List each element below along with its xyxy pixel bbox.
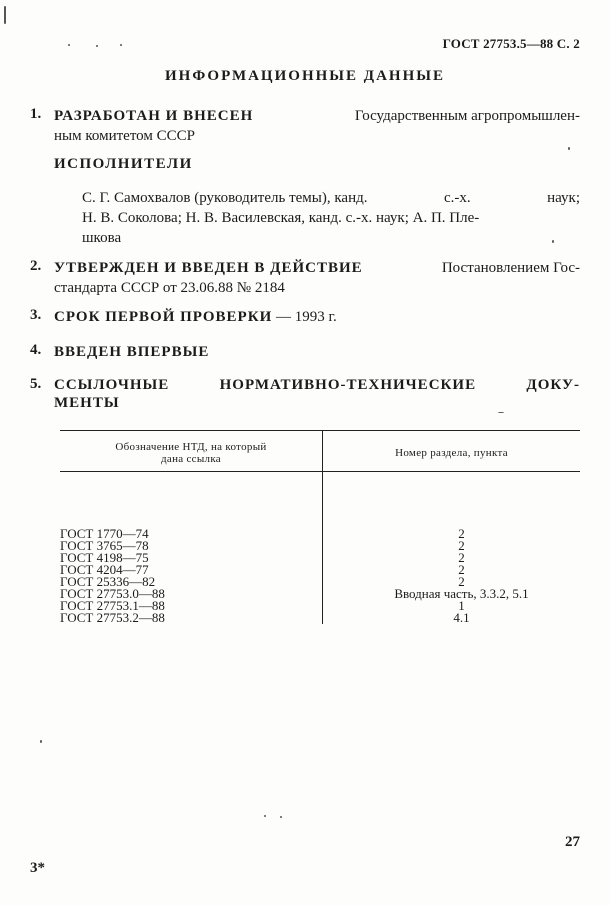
executors-line3: шкова bbox=[82, 230, 122, 246]
table-header-right: Номер раздела, пункта bbox=[322, 431, 580, 471]
executors-line1-a: С. Г. Самохвалов (руководитель темы), канд. bbox=[82, 190, 368, 206]
executors-line1 bbox=[82, 188, 580, 208]
executors-line1-c: наук; bbox=[547, 190, 580, 206]
scan-speck bbox=[498, 412, 504, 413]
table-cell-doc: ГОСТ 3765—78 bbox=[60, 538, 149, 553]
table-cell-doc: ГОСТ 27753.2—88 bbox=[60, 610, 165, 625]
section-5-line2: МЕНТЫ bbox=[54, 395, 120, 411]
section-5-word3: ДОКУ- bbox=[526, 377, 580, 393]
table-body bbox=[60, 472, 580, 624]
executors-heading: ИСПОЛНИТЕЛИ bbox=[54, 156, 193, 172]
section-1 bbox=[54, 106, 580, 146]
scan-speck bbox=[552, 240, 554, 243]
section-1-line1 bbox=[54, 106, 580, 126]
section-3-caps: СРОК ПЕРВОЙ ПРОВЕРКИ bbox=[54, 309, 273, 325]
executors-line1-b: с.-х. bbox=[443, 190, 471, 206]
signature-mark: 3* bbox=[30, 860, 45, 876]
table-cell-doc: ГОСТ 27753.1—88 bbox=[60, 598, 165, 613]
section-5-word1: ССЫЛОЧНЫЕ bbox=[54, 377, 170, 393]
scan-speck bbox=[264, 815, 266, 817]
section-2 bbox=[54, 258, 580, 298]
table-cell-doc: ГОСТ 25336—82 bbox=[60, 574, 156, 589]
table-cell-doc: ГОСТ 4204—77 bbox=[60, 562, 149, 577]
page-title: ИНФОРМАЦИОННЫЕ ДАННЫЕ bbox=[165, 68, 445, 84]
page-number: 27 bbox=[565, 834, 580, 850]
section-4-number: 4. bbox=[30, 342, 42, 358]
scan-speck bbox=[280, 816, 282, 818]
table-cell-ref: 2 bbox=[458, 526, 465, 541]
table-cell-doc: ГОСТ 27753.0—88 bbox=[60, 586, 165, 601]
reference-table bbox=[60, 430, 580, 624]
table-cell-ref: 2 bbox=[458, 550, 465, 565]
table-header-left-line2: дана ссылка bbox=[160, 453, 221, 465]
scan-speck bbox=[40, 740, 42, 743]
table-cell-ref: 2 bbox=[458, 538, 465, 553]
section-3 bbox=[54, 307, 580, 327]
table-cell-ref: Вводная часть, 3.3.2, 5.1 bbox=[394, 586, 529, 601]
section-4-caps: ВВЕДЕН ВПЕРВЫЕ bbox=[54, 344, 210, 360]
section-2-caps: УТВЕРЖДЕН И ВВЕДЕН В ДЕЙСТВИЕ bbox=[54, 260, 363, 276]
table-column-sections bbox=[322, 472, 580, 624]
table-header bbox=[60, 431, 580, 472]
section-5-number: 5. bbox=[30, 376, 42, 392]
table-cell-ref: 1 bbox=[458, 598, 465, 613]
section-3-number: 3. bbox=[30, 307, 42, 323]
section-2-line2: стандарта СССР от 23.06.88 № 2184 bbox=[54, 280, 285, 296]
document-header: ГОСТ 27753.5—88 С. 2 bbox=[442, 36, 580, 51]
section-2-line1-rest: Постановлением Гос- bbox=[441, 260, 580, 276]
table-cell-ref: 4.1 bbox=[453, 610, 470, 625]
table-header-left-line1: Обозначение НТД, на который bbox=[115, 441, 267, 453]
scan-speck bbox=[96, 45, 98, 47]
executors-body bbox=[82, 188, 580, 248]
section-1-number: 1. bbox=[30, 106, 42, 122]
scan-speck bbox=[120, 44, 122, 46]
section-4 bbox=[54, 342, 580, 362]
section-5 bbox=[54, 376, 580, 412]
table-cell-ref: 2 bbox=[458, 562, 465, 577]
section-5-word2: НОРМАТИВНО-ТЕХНИЧЕСКИЕ bbox=[219, 377, 477, 393]
table-cell-ref: 2 bbox=[458, 574, 465, 589]
section-5-line1 bbox=[54, 376, 580, 394]
section-2-number: 2. bbox=[30, 258, 42, 274]
executors-line2: Н. В. Соколова; Н. В. Василевская, канд. с.-х. наук; А. П. Пле- bbox=[82, 210, 480, 226]
section-1-caps: РАЗРАБОТАН И ВНЕСЕН bbox=[54, 108, 254, 124]
table-header-left bbox=[60, 431, 322, 471]
scan-speck bbox=[568, 147, 570, 150]
table-column-documents bbox=[60, 472, 322, 624]
table-cell-doc: ГОСТ 4198—75 bbox=[60, 550, 149, 565]
table-cell-doc: ГОСТ 1770—74 bbox=[60, 526, 149, 541]
scan-speck bbox=[68, 44, 70, 46]
section-3-rest: — 1993 г. bbox=[272, 309, 337, 325]
section-1-line1-rest: Государственным агропромышлен- bbox=[354, 108, 580, 124]
section-1-line2: ным комитетом СССР bbox=[54, 128, 195, 144]
section-2-line1 bbox=[54, 258, 580, 278]
scan-speck bbox=[4, 6, 6, 24]
